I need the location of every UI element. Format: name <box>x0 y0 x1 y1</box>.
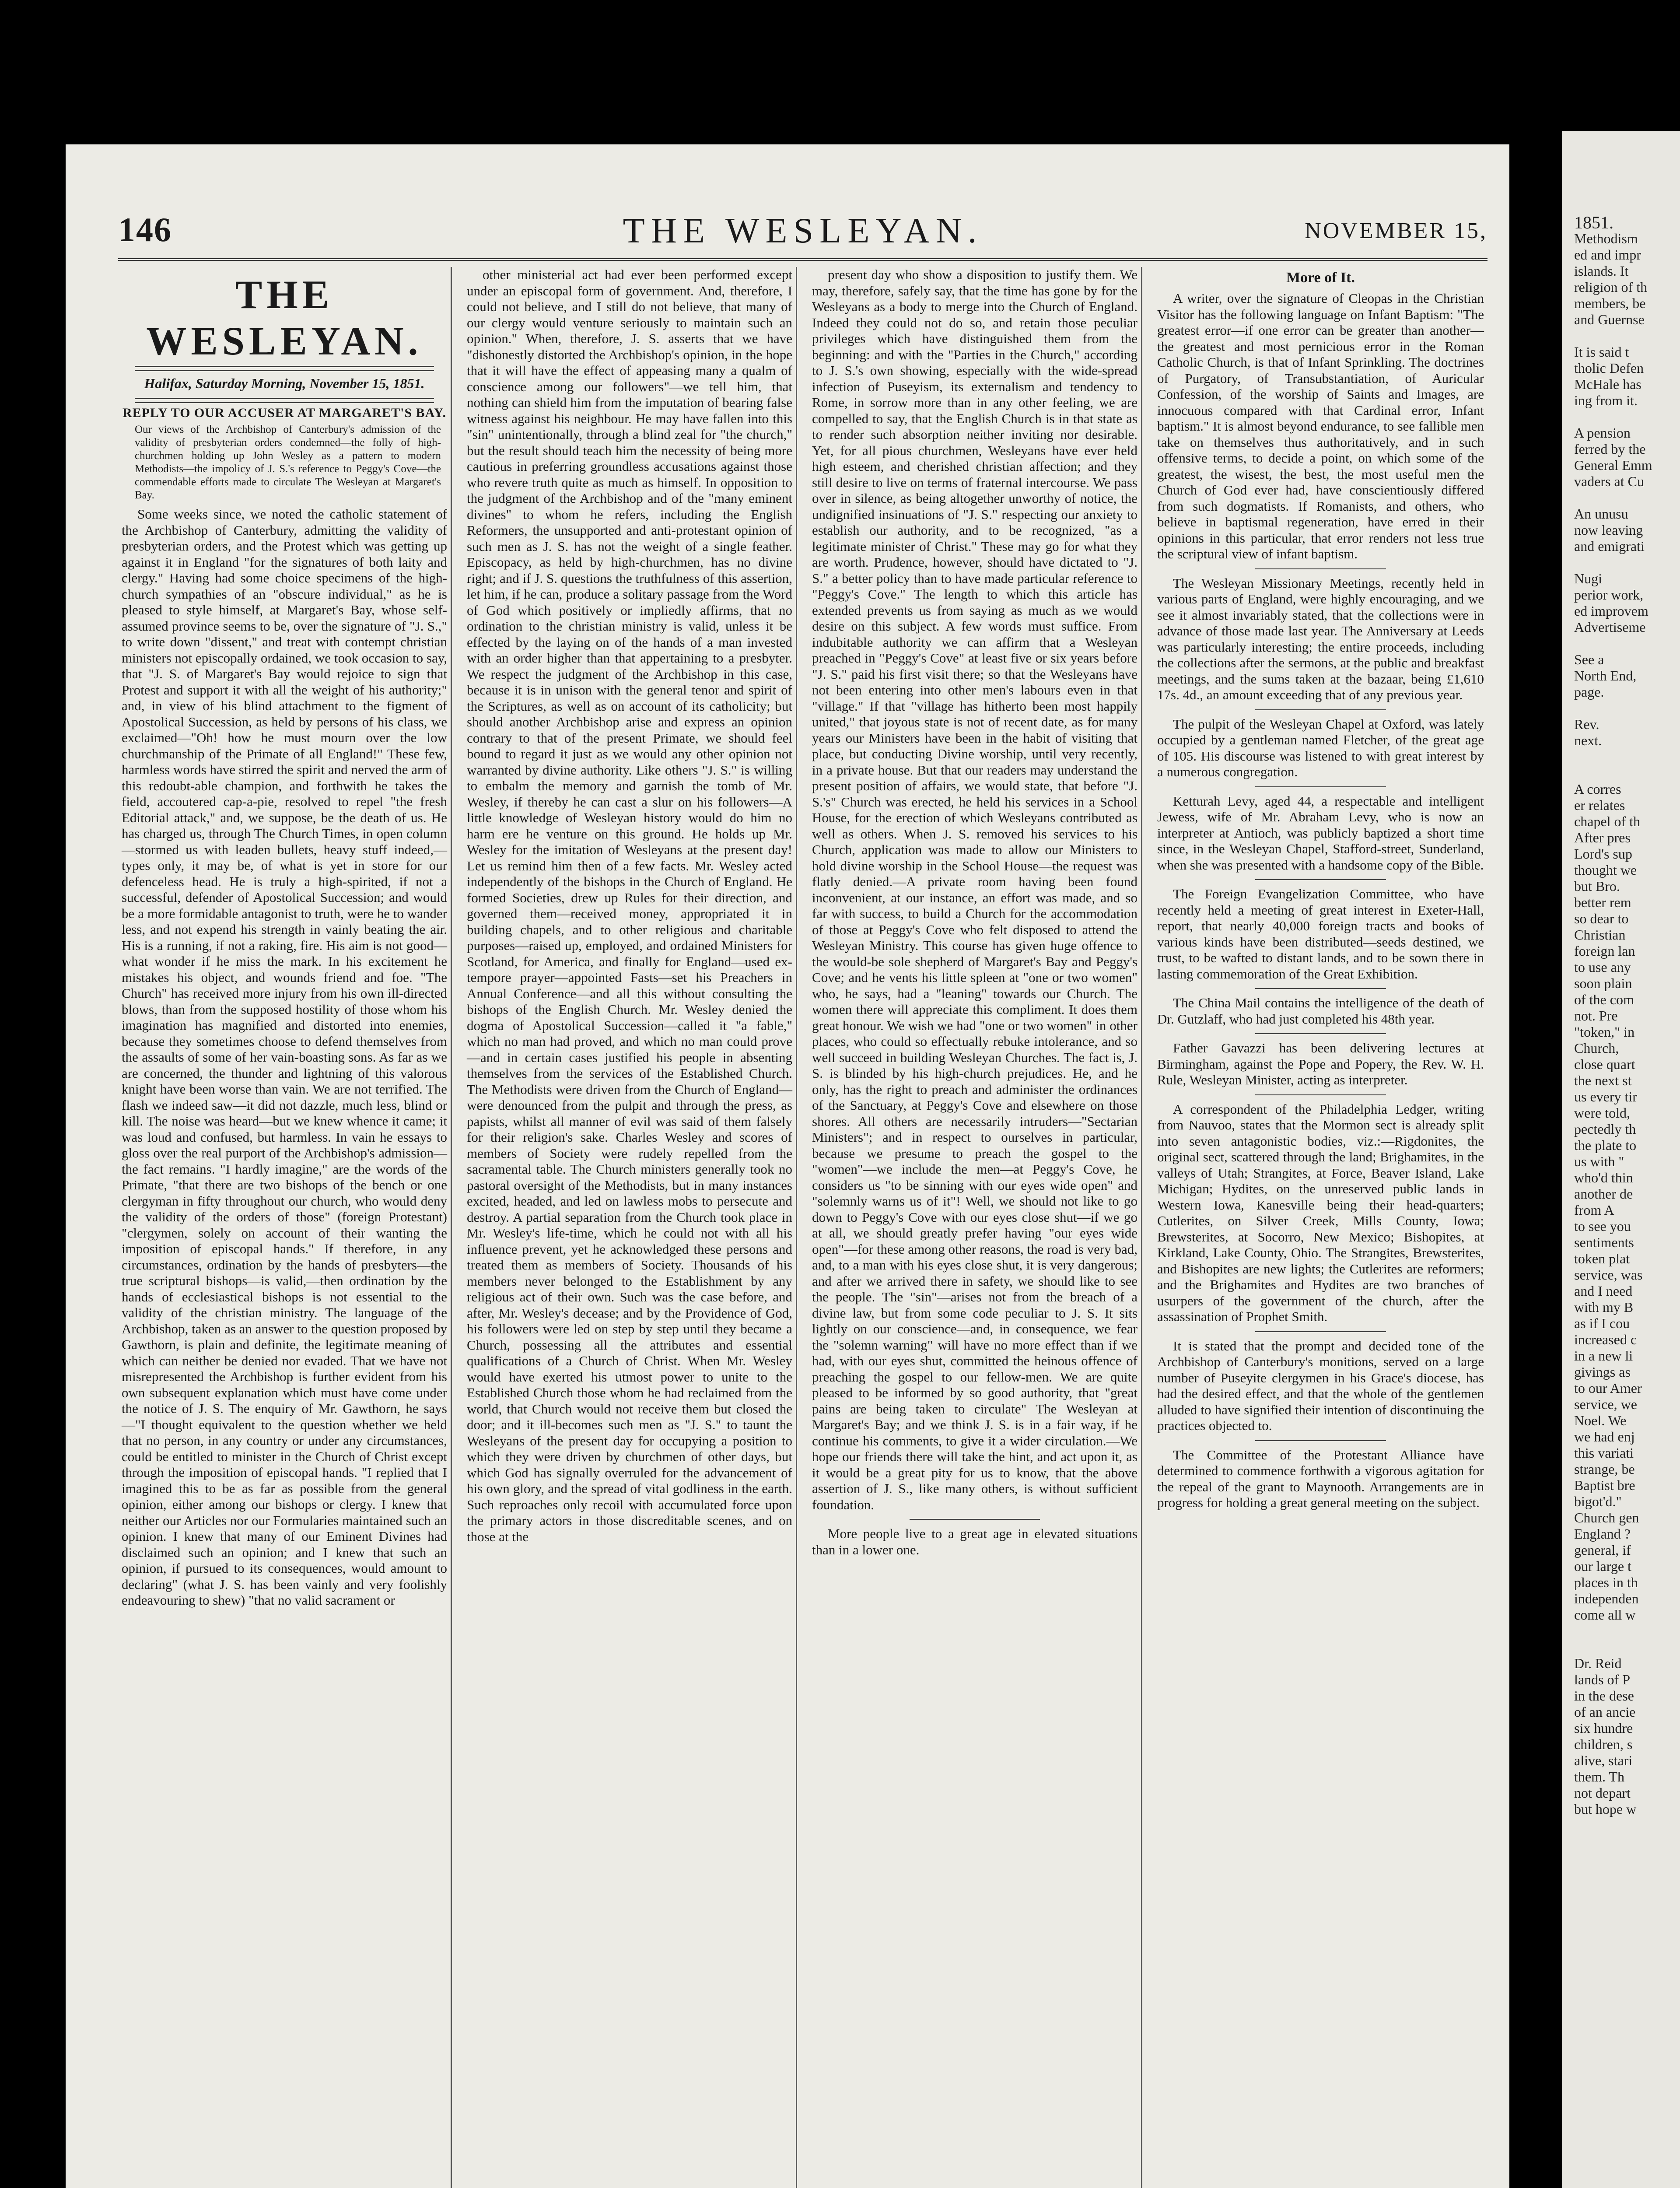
adjacent-page-lines <box>1574 231 1679 1817</box>
running-masthead: THE WESLEYAN. <box>623 210 983 250</box>
adjacent-line <box>1574 328 1679 344</box>
adjacent-line: chapel of th <box>1574 813 1641 829</box>
adjacent-line: and I need <box>1574 1283 1633 1299</box>
page-gutter <box>1509 0 1562 2188</box>
news-item-infant-baptism: A writer, over the signature of Cleopas in the Christian Visitor has the following language on Infant Baptism: "The greatest error—if one error can be greater than another—the greatest and most pernicious error in the Roman Catholic Church, is that of Infant Sprinkling. The doctrines of Purgatory, of Transubstantiation, of Auricular Confession, of the worship of Saints and Images, are innocuous compared with that Cardinal error, Infant baptism." It is almost beyond endurance, to see fallible men take on themselves thus authoritatively, and in such offensive terms, to decide a point, on which some of the greatest, the wisest, the best, the most useful men the Church of God ever had, have conscientiously differed from such dogmatists. If Romanists, and others, who believe in baptismal regeneration, have erred in their opinions in this particular, that error renders not less true the scriptural view of infant baptism. <box>1157 291 1484 561</box>
adjacent-line: them. Th <box>1574 1769 1624 1785</box>
adjacent-line: come all w <box>1574 1607 1636 1623</box>
adjacent-line <box>1574 749 1679 765</box>
adjacent-page-fragment <box>1562 131 1680 2188</box>
adjacent-line: the plate to <box>1574 1137 1637 1153</box>
adjacent-line: to see you <box>1574 1218 1631 1234</box>
scan-border-top <box>0 0 1680 144</box>
adjacent-line: Baptist bre <box>1574 1477 1635 1493</box>
issue-date: NOVEMBER 15, <box>1305 218 1488 243</box>
adjacent-line: increased c <box>1574 1332 1637 1347</box>
adjacent-line: page. <box>1574 684 1604 700</box>
adjacent-line: another de <box>1574 1186 1633 1202</box>
adjacent-line: service, we <box>1574 1396 1637 1412</box>
column-2 <box>463 267 797 2188</box>
article-text: present day who show a disposition to justify them. We may, therefore, safely say, that the time has gone by for the Wesleyans as a body to merge into the Church of England. Indeed they could not do so, and retain those peculiar privileges which have distinguished them from the beginning: and with the "Parties in the Church," according to J. S.'s own showing, especially with the wide-spread infection of Puseyism, its externalism and tendency to Rome, in sorrow more than in any other feeling, we are compelled to say, that the English Church is in that state as to render such absorption neither inviting nor desirable. Yet, for all pious churchmen, Wesleyans have ever held high esteem, and cherished christian affection; and they still desire to live on terms of fraternal intercourse. We pass over in silence, as being altogether unworthy of notice, the undignified insinuations of "J. S." respecting our anxiety to establish our authority, and to be recognized, "as a legitimate minister of Christ." These may go for what they are worth. Prudence, however, should have dictated to "J. S." a better policy than to have made particular reference to "Peggy's Cove." The length to which this article has extended prevents us from saying as much as we would desire on this subject. A few words must suffice. From indubitable authority we can affirm that a Wesleyan preached in "Peggy's Cove" at least five or six years before "J. S." paid his first visit there; so that the Wesleyans have not been entering into other men's labours even in that "village." If that "village has hitherto been most happily united," that joyous state is not of recent date, as for many years our Ministers have been in the habit of visiting that place, but conducting Divine worship, until very recently, in a private house. But that our readers may understand the present position of affairs, we would state, that before "J. S.'s" Church was erected, he held his services in a School House, for the erection of which Wesleyans contributed as well as others. When J. S. removed his services to his Church, application was made to allow our Ministers to hold divine worship in the School House—the request was flatly denied.—A private room having been found inconvenient, at our instance, an effort was made, and so far with success, to build a Church for the accommodation of those at Peggy's Cove who felt disposed to attend the Wesleyan Ministry. This course has given huge offence to the would-be sole shepherd of Margaret's Bay and Peggy's Cove; and he vents his little spleen at "one or two women" who, he says, had a "leaning" towards our Church. The women there will appreciate this compliment. It does them great honour. We wish we had "one or two women" in other places, who could so effectually rebuke intolerance, and so well succeed in building Wesleyan Churches. The fact is, J. S. is blinded by his high-church prejudices. He, and he only, has the right to preach and administer the ordinances of the Sanctuary, at Peggy's Cove and elsewhere on those shores. All others are necessarily intruders—"Sectarian Ministers"; and in respect to ourselves in particular, because we presume to preach the gospel to the "women"—we include the men—at Peggy's Cove, he considers us "to be sinning with our eyes wide open" and "solemnly warns us of it"! Well, we should not like to go down to Peggy's Cove with our eyes close shut—if we go at all, we should greatly prefer having "our eyes wide open"—for these among other reasons, the road is very bad, and, to a man with his eyes close shut, it is very dangerous; and after we arrived there in safety, we should like to see the people. The "sin"—arises not from the breach of a divine law, but from some code peculiar to J. S. It sits lightly on our conscience—and, in consequence, we fear the "solemn warning" will have no more effect than if we had, with our eyes shut, committed the heinous offence of preaching the gospel to our fellow-men. We are quite pleased to be informed by so good authority, that "great pains are being taken to circulate" The Wesleyan at Margaret's Bay; and we think J. S. is in a fair way, if he continue his comments, to give it a wider circulation.—We hope our friends there will take the hint, and act upon it, as it would be a great pity for us to know, that the above assertion of J. S., like many others, is without sufficient foundation. <box>812 267 1138 1512</box>
dateline: Halifax, Saturday Morning, November 15, 1851. <box>144 375 425 391</box>
adjacent-line: our large t <box>1574 1558 1631 1574</box>
adjacent-line: Rev. <box>1574 716 1600 732</box>
adjacent-line: ing from it. <box>1574 393 1638 408</box>
page-number: 146 <box>118 210 172 249</box>
item-rule <box>1255 1094 1386 1095</box>
news-item-foreign-evangelization: The Foreign Evangelization Committee, who have recently held a meeting of great interest in Exeter-Hall, report, that nearly 40,000 foreign tracts and books of various kinds have been distributed—seeds destined, we trust, to be wafted to distant lands, and to be sown there in lasting commemoration of the Great Exhibition. <box>1157 886 1484 982</box>
adjacent-line: next. <box>1574 733 1602 748</box>
adjacent-line <box>1574 635 1679 652</box>
news-item-maynooth-grant: The Committee of the Protestant Alliance have determined to commence forthwith a vigorous agitation for the repeal of the grant to Maynooth. Arrangements are in progress for holding a great general meeting on the subject. <box>1157 1447 1484 1510</box>
news-item-missionary-meetings: The Wesleyan Missionary Meetings, recently held in various parts of England, were highly encouraging, and we see it almost invariably stated, that the collections were in advance of those made last year. The Anniversary at Leeds was particularly interesting; the entire proceeds, including the collections after the sermons, at the public and breakfast meetings, and the sums taken at the bazaar, being £1,610 17s. 4d., an amount exceeding that of any previous year. <box>1157 575 1484 702</box>
item-rule <box>1255 709 1386 710</box>
adjacent-line <box>1574 490 1679 506</box>
adjacent-line: the next st <box>1574 1073 1632 1088</box>
closing-note-text: More people live to a great age in elevated situations than in a lower one. <box>812 1526 1138 1557</box>
adjacent-line: token plat <box>1574 1251 1630 1266</box>
article-body-part-1 <box>122 506 447 1609</box>
title-rule <box>135 366 434 371</box>
adjacent-line: England ? <box>1574 1526 1631 1542</box>
news-items <box>1157 291 1484 1511</box>
adjacent-line: Noel. We <box>1574 1413 1627 1428</box>
adjacent-line: us every tir <box>1574 1089 1637 1105</box>
adjacent-line: six hundre <box>1574 1720 1633 1736</box>
adjacent-line: "token," in <box>1574 1024 1635 1040</box>
adjacent-line: McHale has <box>1574 376 1642 392</box>
adjacent-line: independen <box>1574 1591 1639 1606</box>
adjacent-line: Church, <box>1574 1040 1619 1056</box>
adjacent-line: Advertiseme <box>1574 619 1646 635</box>
article-body-part-2 <box>467 267 792 1545</box>
adjacent-line: Christian <box>1574 927 1626 943</box>
adjacent-line: A pension <box>1574 425 1631 441</box>
adjacent-line: er relates <box>1574 797 1625 813</box>
adjacent-line: with my B <box>1574 1299 1634 1315</box>
item-rule <box>1255 1440 1386 1441</box>
paper-title: THE WESLEYAN. <box>146 272 423 363</box>
adjacent-line: so dear to <box>1574 911 1629 926</box>
article-columns <box>118 267 1488 2188</box>
adjacent-line: service, was <box>1574 1267 1643 1283</box>
adjacent-line: alive, stari <box>1574 1753 1633 1768</box>
adjacent-line: but Bro. <box>1574 878 1620 894</box>
adjacent-line: to our Amer <box>1574 1380 1642 1396</box>
adjacent-line <box>1574 409 1679 425</box>
adjacent-line: not depart <box>1574 1785 1631 1801</box>
article-text: Some weeks since, we noted the catholic statement of the Archbishop of Canterbury, admitting the validity of presbyterian orders, and the Protest which was getting up against it in England "for the signatures of both laity and clergy." Having had some choice specimens of the high-church sympathies of an "obscure individual," as he is pleased to style himself, at Margaret's Bay, whose self-assumed province seems to be, over the signature of "J. S.," to write down "dissent," and treat with contempt christian ministers not episcopally ordained, we took occasion to say, that "J. S. of Margaret's Bay would rejoice to sign that Protest and support it with all the weight of his authority;" and, in view of his blind attachment to the figment of Apostolical Succession, as held by persons of his class, we exclaimed—"Oh! how he must mourn over the low churchmanship of the Primate of all England!" These few, harmless words have stirred the spirit and nerved the arm of this redoubt-able champion, and forthwith he takes the field, accoutered cap-a-pie, resolved to repel "the fresh Editorial attack," and, we suppose, be the death of us. He has charged us, through The Church Times, in open column—stormed us with leaden bullets, heavy stuff indeed,—types only, it may be, of what is yet in store for our defenceless head. He is truly a high-spirited, if not a successful, defender of Apostolical Succession; and would be a more formidable antagonist to truth, were he to wander less, and not expend his strength in vainly beating the air. His is a running, if not a raking, fire. His aim is not good—what wonder if he miss the mark. In his excitement he mistakes his object, and wounds friend and foe. "The Church" has received more injury from his own ill-directed blows, than from the supposed hostility of those whom his imagination has magnified and distorted into enemies, because they sometimes choose to defend themselves from the assaults of some of her vain-boasting sons. As far as we are concerned, the thunder and lightning of this valorous knight have been worse than vain. We are not terrified. The flash we indeed saw—it did not dazzle, much less, blind or kill. The noise was heard—but we knew whence it came; it was loud and confused, but harmless. In vain he essays to gloss over the real purport of the Archbishop's admission—the fact remains. "I hardly imagine," are the words of the Primate, "that there are two bishops of the bench or one clergyman in fifty throughout our church, who would deny the validity of the orders of those" (foreign Protestant) "clergymen, solely on account of their wanting the imposition of episcopal hands." If therefore, in any circumstances, ordination by the hands of presbyters—the true scriptural bishops—is valid,—then ordination by the hands of ecclesiastical bishops is not essential to the validity of the christian ministry. The language of the Archbishop, taken as an answer to the question proposed by Gawthorn, is plain and definite, the legitimate meaning of which can neither be denied nor evaded. That we have not misrepresented the Archbishop is further evident from his own subsequent explanation which must have come under the notice of J. S. The enquiry of Mr. Gawthorn, he says—"I thought equivalent to the question whether we held that no person, in any country or under any circumstances, could be entitled to minister in the Church of Christ except through the imposition of episcopal hands. "I replied that I imagined this to be as far as possible from the general opinion, either among our bishops or clergy. I knew that neither our Articles nor our Formularies maintained such an opinion. I knew that many of our Eminent Divines had disclaimed such an opinion; and I knew that such an opinion, if pursued to its consequences, would amount to declaring" (what J. S. has been vainly and very foolishly endeavouring to shew) "that no valid sacrament or <box>122 506 447 1608</box>
adjacent-line: to use any <box>1574 959 1631 975</box>
adjacent-line: bigot'd." <box>1574 1494 1622 1509</box>
article-summary: Our views of the Archbishop of Canterbury's admission of the validity of presbyterian orders condemned—the folly of high-churchmen holding up John Wesley as a pattern to modern Methodists—the impolicy of J. S.'s reference to Peggy's Cove—the commendable efforts made to circulate The Wesleyan at Margaret's Bay. <box>135 424 441 501</box>
news-item-china-mail: The China Mail contains the intelligence of the death of Dr. Gutzlaff, who had just completed his 48th year. <box>1157 995 1484 1027</box>
adjacent-line <box>1574 1623 1679 1639</box>
item-rule <box>1255 879 1386 880</box>
adjacent-line: A corres <box>1574 781 1621 797</box>
column-1 <box>118 267 452 2188</box>
adjacent-line: now leaving <box>1574 522 1643 538</box>
adjacent-line <box>1574 700 1679 716</box>
adjacent-line: Lord's sup <box>1574 846 1632 862</box>
adjacent-line: not. Pre <box>1574 1008 1618 1024</box>
adjacent-line: soon plain <box>1574 975 1632 991</box>
adjacent-line: ed and impr <box>1574 247 1641 263</box>
article-body-part-3 <box>812 267 1138 1513</box>
adjacent-line: in a new li <box>1574 1348 1633 1364</box>
adjacent-line: perior work, <box>1574 587 1644 603</box>
title-rule-lower <box>135 398 434 403</box>
adjacent-line: who'd thin <box>1574 1170 1633 1185</box>
adjacent-line: general, if <box>1574 1542 1631 1558</box>
adjacent-line: this variati <box>1574 1445 1634 1461</box>
adjacent-line: sentiments <box>1574 1234 1634 1250</box>
adjacent-line: lands of P <box>1574 1672 1630 1687</box>
adjacent-line: as if I cou <box>1574 1315 1630 1331</box>
adjacent-line: Nugi <box>1574 571 1602 586</box>
adjacent-line: from A <box>1574 1202 1614 1218</box>
adjacent-line: members, be <box>1574 295 1646 311</box>
adjacent-line: foreign lan <box>1574 943 1635 959</box>
adjacent-line: It is said t <box>1574 344 1629 360</box>
adjacent-line: but hope w <box>1574 1801 1637 1817</box>
adjacent-line: Methodism <box>1574 231 1638 246</box>
adjacent-line: ed improvem <box>1574 603 1648 619</box>
adjacent-line: givings as <box>1574 1364 1631 1380</box>
article-text: other ministerial act had ever been performed except under an episcopal form of government. And, therefore, I could not believe, and I still do not believe, that many of our clergy would venture seriously to maintain such an opinion." When, therefore, J. S. asserts that we have "dishonestly distorted the Archbishop's opinion, in the hope that it will have the effect of appeasing many a qualm of conscience among our followers"—we tell him, that nothing can shield him from the imputation of bearing false witness against his neighbour. He may have fallen into this "sin" unintentionally, through a blind zeal for "the church," but the result should teach him the necessity of being more cautious in preferring groundless accusations against those who revere truth quite as much as himself. In opposition to the judgment of the Archbishop and of the "many eminent divines" to whom he refers, including the English Reformers, the unsupported and anti-protestant opinion of such men as J. S. has not the weight of a single feather. Episcopacy, as held by high-churchmen, has no divine right; and if J. S. questions the truthfulness of this assertion, let him, if he can, produce a solitary passage from the Word of God which positively or impliedly affirms, that no ordination to the christian ministry is valid, unless it be effected by the laying on of the hands of a man invested with an order higher than that appertaining to a presbyter. We respect the judgment of the Archbishop in this case, because it is in unison with the general tenor and spirit of the Scriptures, as well as on account of its catholicity; but should another Archbishop arise and express an opinion contrary to that of the present Primate, we should feel bound to regard it just as we would any other opinion not warranted by divine authority. Like others "J. S." is willing to embalm the memory and garnish the tomb of Mr. Wesley, if thereby he can cast a slur on his followers—A little knowledge of Wesleyan history would do him no harm ere he venture on this ground. He holds up Mr. Wesley for the imitation of Wesleyans at the present day! Let us remind him then of a few facts. Mr. Wesley acted independently of the bishops in the Church of England. He formed Societies, drew up Rules for their direction, and governed them—received money, appropriated it in building chapels, and to other religious and charitable purposes—raised up, employed, and ordained Ministers for Scotland, for America, and finally for England—used ex-tempore prayer—appointed Fasts—set his Preachers in Annual Conference—and all this without consulting the bishops of the English Church. Mr. Wesley denied the dogma of Apostolical Succession—called it "a fable," which no man had proved, and which no man could prove—and in certain cases justified his people in absenting themselves from the services of the Established Church. The Methodists were driven from the Church of England—were denounced from the pulpit and through the press, as papists, whilst all manner of evil was said of them falsely for their religion's sake. Charles Wesley and scores of members of Society were rudely repelled from the sacramental table. The Church ministers generally took no pastoral oversight of the Methodists, but in many instances excited, headed, and led on lawless mobs to persecute and destroy. A partial separation from the Church took place in Mr. Wesley's life-time, which he could not with all his influence prevent, yet he acknowledged these persons and treated them as members of Society. Thousands of his members never belonged to the Establishment by any religious act of their own. Such was the case before, and after, Mr. Wesley's decease; and by the Providence of God, his followers were led on step by step until they became a Church, possessing all the attributes and essential qualifications of a Church of Christ. When Mr. Wesley would have exerted his utmost power to unite to the Established Church those whom he had reclaimed from the world, that Church would not receive them but closed the door; and it ill-becomes such men as "J. S." to taunt the Wesleyans of the present day for occupying a position to which they were driven by churchmen of other days, but which God has signally overruled for the advancement of his own glory, and the spread of vital godliness in the earth. Such reproaches only recoil with accumulated force upon the primary actors in those discreditable scenes, and on those at the <box>467 267 792 1544</box>
item-rule <box>1255 988 1386 989</box>
adjacent-line: After pres <box>1574 830 1631 845</box>
adjacent-line: vaders at Cu <box>1574 473 1644 489</box>
section-heading: More of It. <box>1286 270 1355 286</box>
item-rule <box>1255 1331 1386 1332</box>
adjacent-line: were told, <box>1574 1105 1630 1121</box>
adjacent-line: and emigrati <box>1574 538 1645 554</box>
page-header <box>118 206 1488 261</box>
item-rule <box>1255 568 1386 569</box>
column-3 <box>808 267 1142 2188</box>
adjacent-line: Dr. Reid <box>1574 1655 1622 1671</box>
news-item-mormon-sects: A correspondent of the Philadelphia Ledger, writing from Nauvoo, states that the Mormon sect is already split into seven antagonistic bodies, viz.:—Rigdonites, the original sect, scattered through the land; Brighamites, in the valleys of Utah; Strangites, at Force, Beaver Island, Lake Michigan; Hydites, on the unreserved public lands in Western Iowa, Kanesville being their head-quarters; Cutlerites, on Silver Creek, Mills County, Iowa; Brewsterites, at Socorro, New Mexico; Bishopites, at Kirkland, Lake County, Ohio. The Strangites, Brewsterites, and Bishopites are new lights; the Cutlerites are reformers; and the Brighamites and Hydites are two branches of usurpers of the government of the church, after the assassination of Prophet Smith. <box>1157 1101 1484 1324</box>
adjacent-page-heading: 1851. <box>1574 214 1614 231</box>
adjacent-line: strange, be <box>1574 1461 1635 1477</box>
adjacent-line: religion of th <box>1574 279 1648 295</box>
scan-border-left <box>0 0 66 2188</box>
adjacent-line: islands. It <box>1574 263 1629 279</box>
adjacent-line: and Guernse <box>1574 312 1645 327</box>
adjacent-line: places in th <box>1574 1574 1638 1590</box>
news-item-ketturah-levy: Ketturah Levy, aged 44, a respectable and intelligent Jewess, wife of Mr. Abraham Levy, who is now an interpreter at Antioch, was publicly baptized a short time since, in the Wesleyan Chapel, Stafford-street, Sunderland, when she was presented with a handsome copy of the Bible. <box>1157 793 1484 873</box>
section-rule <box>910 1519 1040 1520</box>
news-item-oxford-pulpit: The pulpit of the Wesleyan Chapel at Oxford, was lately occupied by a gentleman named Fletcher, of the great age of 105. His discourse was listened to with great interest by a numerous congregation. <box>1157 716 1484 779</box>
adjacent-line: ferred by the <box>1574 441 1646 457</box>
adjacent-line: in the dese <box>1574 1688 1634 1704</box>
adjacent-line: of the com <box>1574 992 1634 1007</box>
news-item-puseyite-clergy: It is stated that the prompt and decided tone of the Archbishop of Canterbury's monitions, served on a large number of Puseyite clergymen in his Grace's diocese, has had the desired effect, and that the whole of the gentlemen alluded to have signified their intention of discontinuing the practices objected to. <box>1157 1338 1484 1433</box>
article-heading: REPLY TO OUR ACCUSER AT MARGARET'S BAY. <box>122 406 447 420</box>
adjacent-line <box>1574 1639 1679 1655</box>
item-rule <box>1255 1033 1386 1034</box>
adjacent-line: we had enj <box>1574 1429 1635 1445</box>
adjacent-line: Church gen <box>1574 1510 1639 1525</box>
adjacent-line: See a <box>1574 652 1604 667</box>
adjacent-line: North End, <box>1574 668 1637 684</box>
adjacent-line: of an ancie <box>1574 1704 1636 1720</box>
column-4 <box>1154 267 1488 2188</box>
adjacent-line <box>1574 765 1679 781</box>
item-rule <box>1255 786 1386 787</box>
adjacent-line: thought we <box>1574 862 1637 878</box>
adjacent-line: An unusu <box>1574 506 1628 522</box>
news-item-father-gavazzi: Father Gavazzi has been delivering lectures at Birmingham, against the Pope and Popery, the Rev. W. H. Rule, Wesleyan Minister, acting as interpreter. <box>1157 1040 1484 1087</box>
adjacent-line: General Emm <box>1574 457 1652 473</box>
adjacent-line: close quart <box>1574 1056 1635 1072</box>
closing-note <box>812 1526 1138 1558</box>
adjacent-line: tholic Defen <box>1574 360 1644 376</box>
adjacent-line: pectedly th <box>1574 1121 1636 1137</box>
adjacent-line: us with " <box>1574 1154 1624 1169</box>
adjacent-line: better rem <box>1574 894 1631 910</box>
adjacent-line <box>1574 554 1679 571</box>
adjacent-line: children, s <box>1574 1736 1633 1752</box>
adjacent-page-text <box>1574 131 1679 1817</box>
